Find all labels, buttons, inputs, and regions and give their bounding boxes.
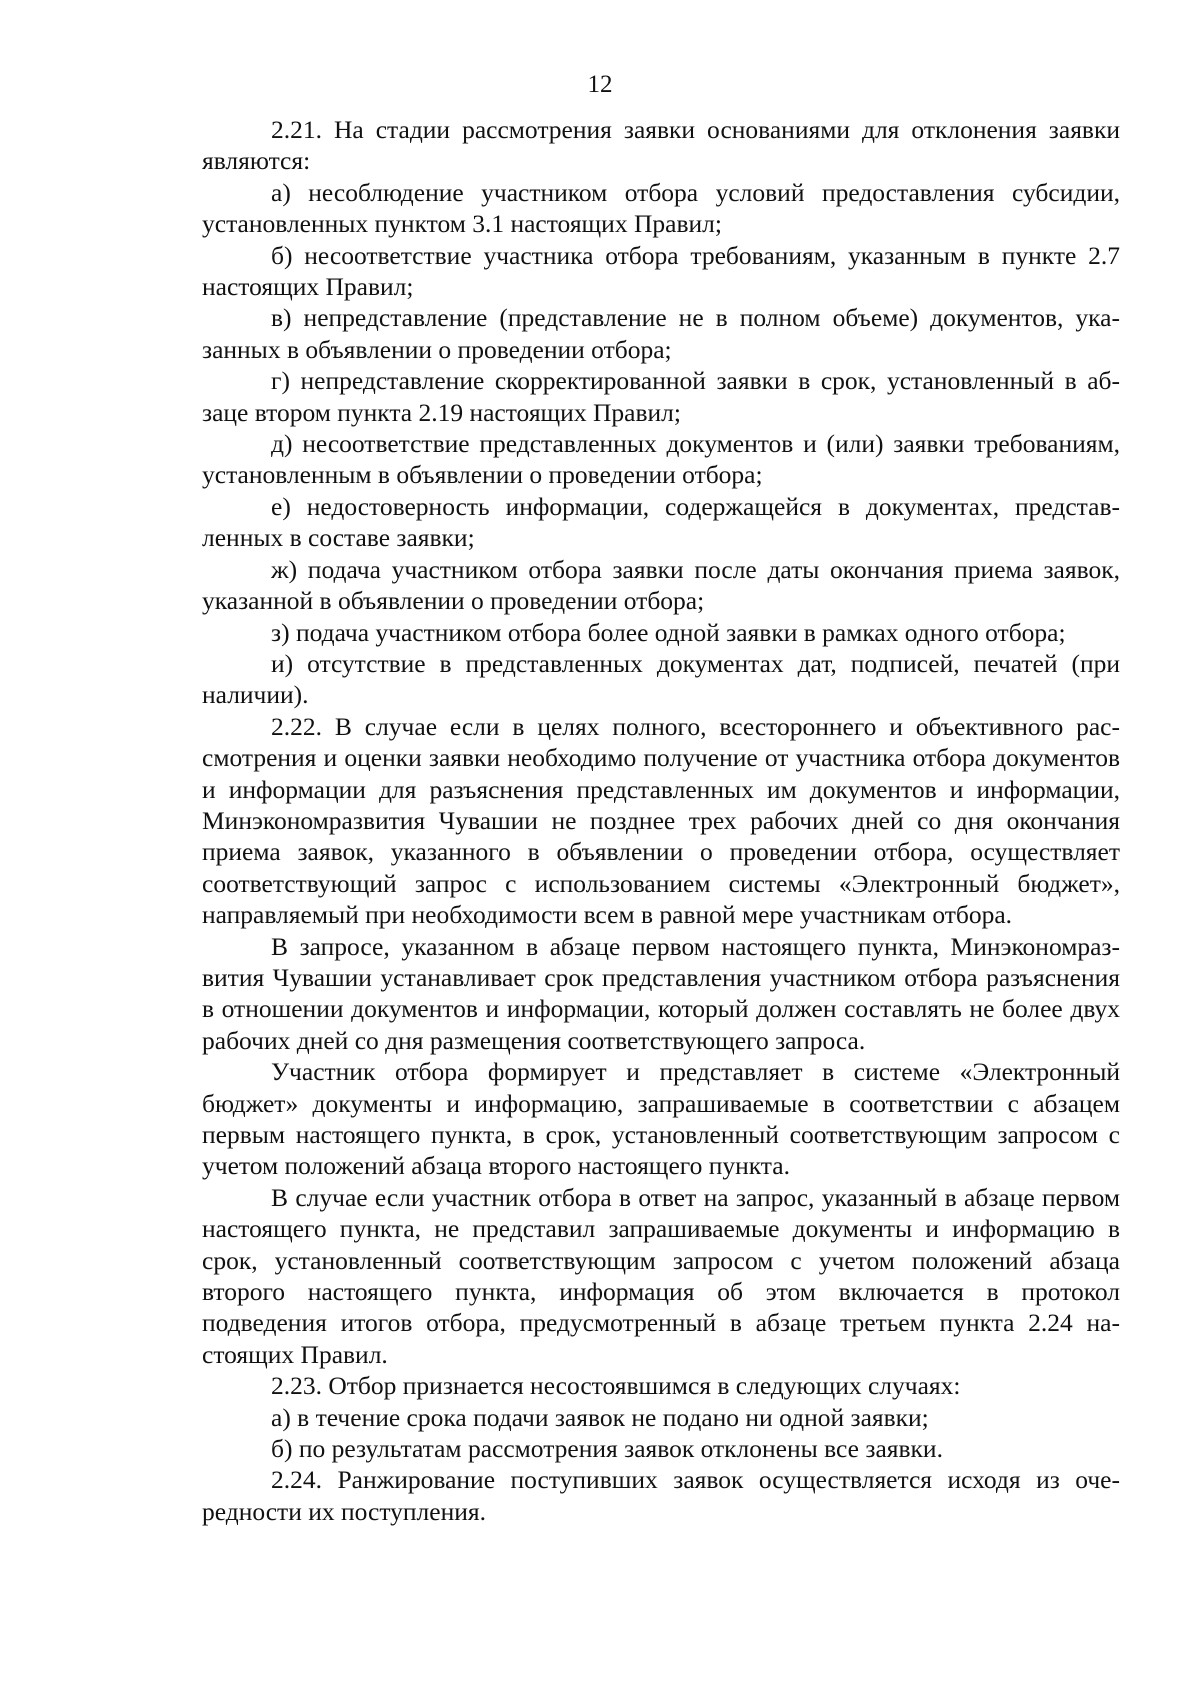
paragraph-2-23: 2.23. Отбор признается несостоявшимся в следующих случаях:: [271, 1371, 961, 1401]
list-item-2-23-a: а) в течение срока подачи заявок не подано ни одной заявки;: [271, 1402, 929, 1432]
list-item-e: е) недостоверность информации, содержащейся в документах, представленных в составе заявки;: [202, 491, 1120, 553]
list-item-2-23-b: б) по результатам рассмотрения заявок отклонены все заявки.: [271, 1434, 943, 1464]
list-item-zh: ж) подача участником отбора заявки после даты окончания приема заявок, указанной в объявлении о проведении отбора;: [202, 554, 1120, 616]
paragraph-2-22-participant: Участник отбора формирует и представляет в системе «Электронный бюджет» документы и информацию, запрашиваемые в соответствии с абзацем первым настоящего пункта, в срок, установленный соответствующим запросом с учетом положений абзаца второго настоящего пункта.: [202, 1057, 1120, 1181]
paragraph-2-21: 2.21. На стадии рассмотрения заявки основаниями для отклонения заявки являются:: [202, 115, 1120, 176]
paragraph-2-22: 2.22. В случае если в целях полного, всестороннего и объективного рассмотрения и оценки заявки необходимо получение от участника отбора документов и информации для разъяснения представленных им документов и информации, Минэкономразвития Чувашии не позднее трех рабочих дней со дня окончания приема заявок, указанного в объявлении о проведении отбора, осуществляет соответствующий запрос с использованием системы «Электронный бюджет», направляемый при необходимости всем в равной мере участникам отбора.: [202, 711, 1120, 930]
list-item-z: з) подача участником отбора более одной заявки в рамках одного отбора;: [271, 617, 1066, 647]
list-item-a: а) несоблюдение участником отбора условий предоставления субсидии, установленных пунктом 3.1 настоящих Правил;: [202, 177, 1120, 239]
paragraph-2-24: 2.24. Ранжирование поступивших заявок осуществляется исходя из очередности их поступления.: [202, 1465, 1120, 1526]
page-number: 12: [587, 71, 613, 98]
list-item-b: б) несоответствие участника отбора требованиям, указанным в пункте 2.7 настоящих Правил;: [202, 240, 1120, 302]
list-item-d: д) несоответствие представленных документов и (или) заявки требованиям, установленным в объявлении о проведении отбора;: [202, 429, 1120, 490]
list-item-g: г) непредставление скорректированной заявки в срок, установленный в абзаце втором пункта 2.19 настоящих Правил;: [202, 366, 1120, 427]
list-item-i: и) отсутствие в представленных документах дат, подписей, печатей (при наличии).: [202, 648, 1120, 710]
list-item-v: в) непредставление (представление не в полном объеме) документов, указанных в объявлении о проведении отбора;: [202, 303, 1120, 364]
paragraph-2-22-request: В запросе, указанном в абзаце первом настоящего пункта, Минэкономразвития Чувашии устанавливает срок представления участником отбора разъяснения в отношении документов и информации, который должен составлять не более двух рабочих дней со дня размещения соответствующего запроса.: [202, 931, 1120, 1055]
paragraph-2-22-protocol: В случае если участник отбора в ответ на запрос, указанный в абзаце первом настоящего пункта, не представил запрашиваемые документы и информацию в срок, установленный соответствующим запросом с учетом положений абзаца второго настоящего пункта, информация об этом включается в протокол подведения итогов отбора, предусмотренный в абзаце третьем пункта 2.24 настоящих Правил.: [202, 1182, 1120, 1369]
document-body: [202, 114, 1120, 1527]
